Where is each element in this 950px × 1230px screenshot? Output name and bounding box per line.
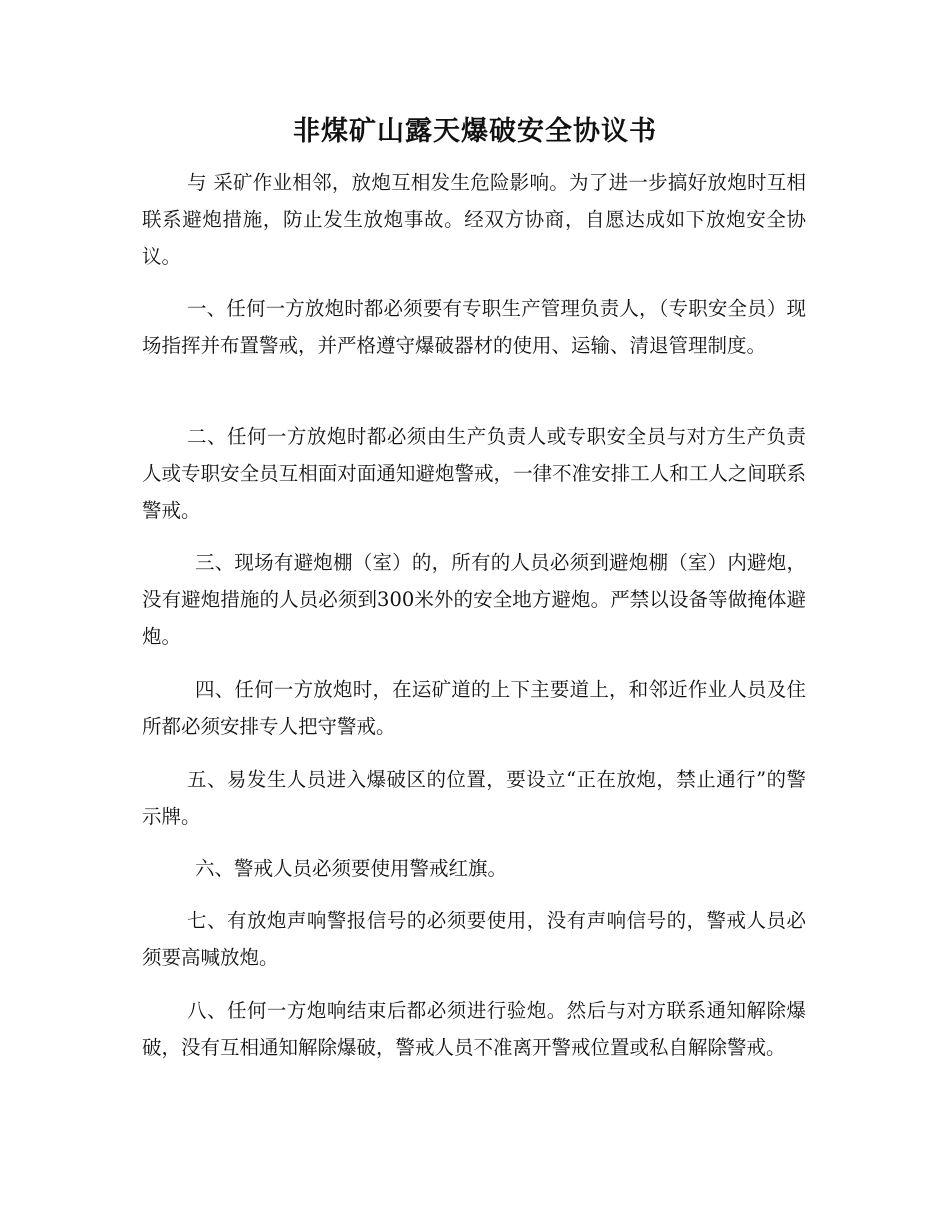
clause-3-paragraph: 三、现场有避炮棚（室）的，所有的人员必须到避炮棚（室）内避炮，没有避炮措施的人员必须到300米外的安全地方避炮。严禁以设备等做掩体避炮。 (142, 551, 806, 648)
clause-8-paragraph: 八、任何一方炮响结束后都必须进行验炮。然后与对方联系通知解除爆破，没有互相通知解除爆破，警戒人员不准离开警戒位置或私自解除警戒。 (142, 999, 806, 1059)
clause-5-paragraph: 五、易发生人员进入爆破区的位置，要设立“正在放炮，禁止通行”的警示牌。 (142, 768, 806, 828)
intro-paragraph: 与 采矿作业相邻，放炮互相发生危险影响。为了进一步搞好放炮时互相联系避炮措施，防止发生放炮事故。经双方协商，自愿达成如下放炮安全协议。 (142, 171, 806, 268)
clause-1-paragraph: 一、任何一方放炮时都必须要有专职生产管理负责人，（专职安全员）现场指挥并布置警戒，并严格遵守爆破器材的使用、运输、清退管理制度。 (142, 297, 806, 357)
clause-2-paragraph: 二、任何一方放炮时都必须由生产负责人或专职安全员与对方生产负责人或专职安全员互相面对面通知避炮警戒，一律不准安排工人和工人之间联系警戒。 (142, 425, 806, 522)
clause-6-paragraph: 六、警戒人员必须要使用警戒红旗。 (195, 857, 508, 880)
clause-4-paragraph: 四、任何一方放炮时，在运矿道的上下主要道上，和邻近作业人员及住所都必须安排专人把守警戒。 (142, 678, 806, 738)
clause-7-paragraph: 七、有放炮声响警报信号的必须要使用，没有声响信号的，警戒人员必须要高喊放炮。 (142, 909, 806, 969)
document-title: 非煤矿山露天爆破安全协议书 (293, 116, 657, 147)
